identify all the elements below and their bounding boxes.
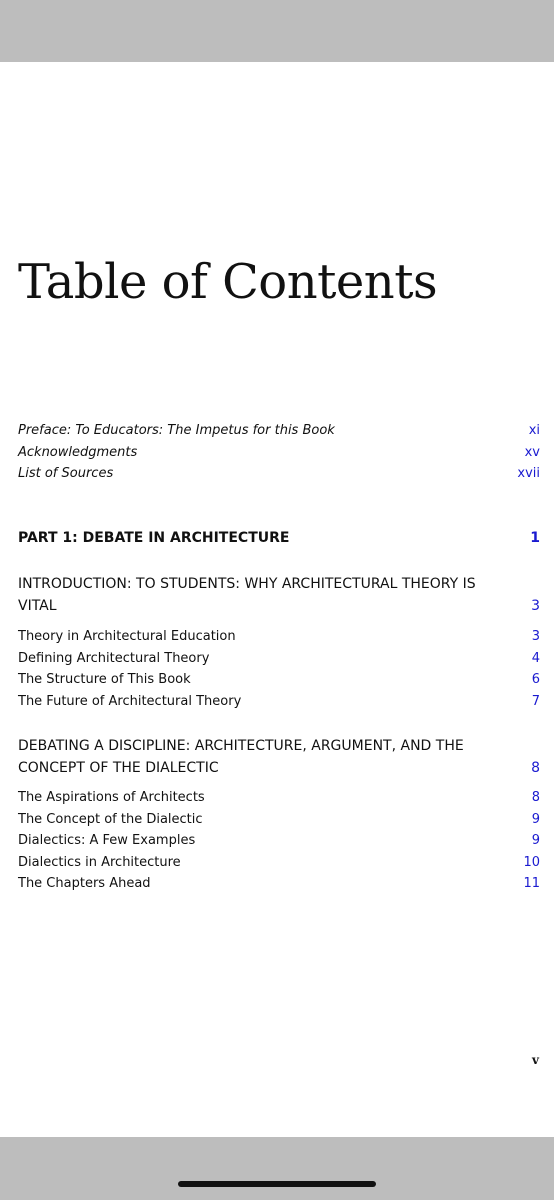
toc-entry-acknowledgments[interactable] bbox=[18, 445, 540, 467]
toc-entry-chapter[interactable] bbox=[18, 735, 540, 779]
toc-entry-preface[interactable] bbox=[18, 423, 540, 445]
toc-page-link[interactable]: 3 bbox=[531, 629, 540, 644]
section-list-introduction bbox=[18, 629, 540, 715]
top-toolbar bbox=[0, 0, 554, 62]
toc-entry-label: Dialectics: A Few Examples bbox=[18, 833, 196, 849]
toc-page-link[interactable]: xvii bbox=[517, 466, 540, 482]
toc-entry-label: The Concept of the Dialectic bbox=[18, 811, 203, 827]
toc-page-link[interactable]: 4 bbox=[531, 650, 540, 666]
front-matter-list bbox=[18, 423, 540, 488]
toc-page-link[interactable]: 1 bbox=[530, 530, 540, 546]
toc-entry-chapter[interactable] bbox=[18, 573, 540, 617]
toc-page-link[interactable]: 9 bbox=[531, 811, 540, 827]
toc-entry-label: DEBATING A DISCIPLINE: ARCHITECTURE, ARGUMENT, AND THE CONCEPT OF THE DIALECTIC bbox=[18, 738, 464, 776]
toc-page-link[interactable]: xv bbox=[524, 444, 540, 460]
toc-page-link[interactable]: 9 bbox=[531, 833, 540, 849]
toc-page-link[interactable]: 11 bbox=[523, 876, 540, 892]
toc-entry-label: The Chapters Ahead bbox=[18, 876, 151, 892]
toc-entry-label: Dialectics in Architecture bbox=[18, 854, 181, 870]
toc-page-link[interactable]: 7 bbox=[531, 693, 540, 709]
toc-entry-part-1[interactable] bbox=[18, 530, 540, 546]
toc-page-link[interactable]: xi bbox=[528, 423, 540, 438]
toc-entry[interactable] bbox=[18, 833, 540, 855]
page-title: Table of Contents bbox=[18, 254, 438, 310]
toc-entry[interactable] bbox=[18, 694, 540, 716]
toc-page-link[interactable]: 8 bbox=[531, 760, 540, 776]
page-folio: v bbox=[532, 1053, 539, 1067]
toc-entry-label: The Structure of This Book bbox=[18, 672, 191, 688]
toc-entry-label: Preface: To Educators: The Impetus for this Book bbox=[18, 423, 335, 438]
toc-entry[interactable] bbox=[18, 790, 540, 812]
bottom-toolbar bbox=[0, 1137, 554, 1200]
toc-page-link[interactable]: 8 bbox=[531, 790, 540, 805]
toc-entry[interactable] bbox=[18, 876, 540, 898]
part-heading bbox=[18, 530, 540, 546]
toc-entry[interactable] bbox=[18, 629, 540, 651]
toc-page-link[interactable]: 6 bbox=[531, 672, 540, 688]
toc-entry-label: Theory in Architectural Education bbox=[18, 629, 236, 644]
toc-entry-list-of-sources[interactable] bbox=[18, 466, 540, 488]
toc-page-link[interactable]: 10 bbox=[523, 854, 540, 870]
toc-entry[interactable] bbox=[18, 812, 540, 834]
toc-entry-label: The Aspirations of Architects bbox=[18, 790, 205, 805]
toc-entry[interactable] bbox=[18, 672, 540, 694]
toc-entry[interactable] bbox=[18, 651, 540, 673]
chapter-heading-introduction bbox=[18, 573, 540, 617]
toc-entry-label: PART 1: DEBATE IN ARCHITECTURE bbox=[18, 530, 290, 546]
toc-entry-label: List of Sources bbox=[18, 466, 114, 482]
toc-entry-label: INTRODUCTION: TO STUDENTS: WHY ARCHITECTURAL THEORY IS VITAL bbox=[18, 576, 476, 614]
toc-page-link[interactable]: 3 bbox=[531, 598, 540, 614]
section-list-debating-a-discipline bbox=[18, 790, 540, 898]
home-indicator[interactable] bbox=[178, 1181, 376, 1187]
toc-entry-label: Defining Architectural Theory bbox=[18, 650, 210, 666]
toc-entry-label: The Future of Architectural Theory bbox=[18, 693, 242, 709]
toc-entry[interactable] bbox=[18, 855, 540, 877]
toc-entry-label: Acknowledgments bbox=[18, 444, 138, 460]
chapter-heading-debating-a-discipline bbox=[18, 735, 540, 779]
